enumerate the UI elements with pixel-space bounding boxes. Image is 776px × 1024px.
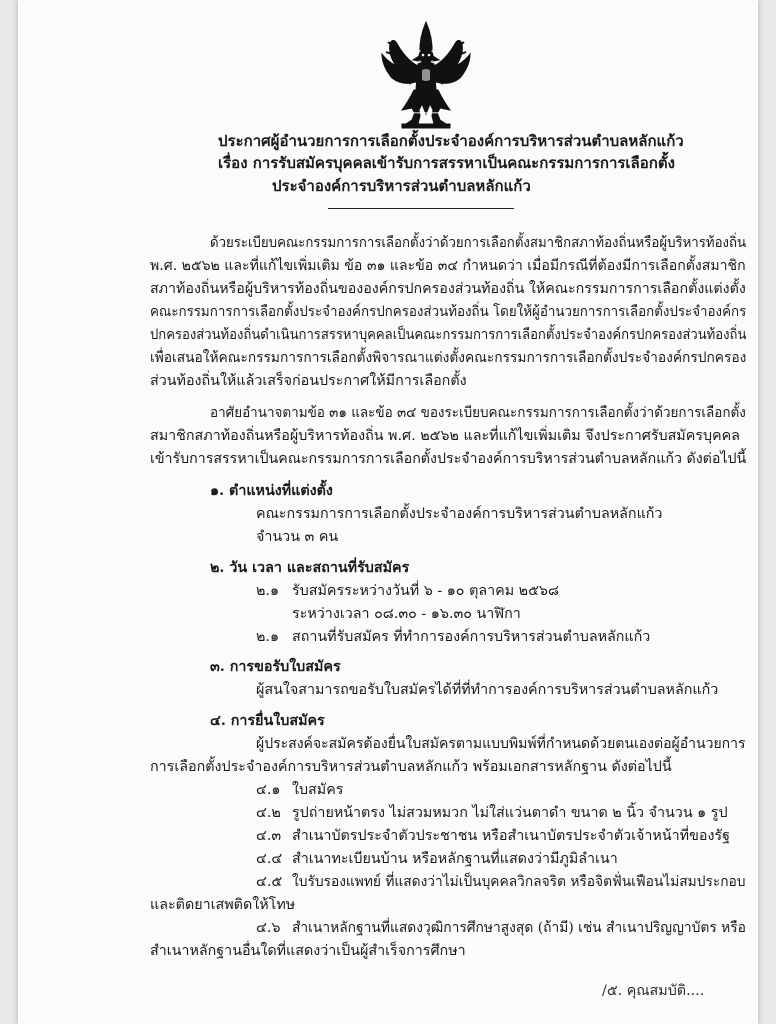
section-3-text: ผู้สนใจสามารถขอรับใบสมัครได้ที่ที่ทำการองค์การบริหารส่วนตำบลหลักแก้ว bbox=[256, 682, 719, 698]
requirement-num: ๔.๕ bbox=[256, 874, 283, 890]
requirement-text: รูปถ่ายหน้าตรง ไม่สวมหมวก ไม่ใส่แว่นตาดำ ขนาด ๒ นิ้ว จำนวน ๑ รูป bbox=[292, 805, 728, 821]
intro-line: ส่วนท้องถิ่นให้แล้วเสร็จก่อนประกาศให้มีการเลือกตั้ง bbox=[150, 373, 467, 389]
section-2-item-text: สถานที่รับสมัคร ที่ทำการองค์การบริหารส่วนตำบลหลักแก้ว bbox=[292, 629, 651, 645]
section-2-item-text: รับสมัครระหว่างวันที่ ๖ - ๑๐ ตุลาคม ๒๕๖๘ bbox=[292, 583, 560, 599]
section-4-line: การเลือกตั้งประจำองค์การบริหารส่วนตำบลหลักแก้ว พร้อมเอกสารหลักฐาน ดังต่อไปนี้ bbox=[150, 759, 672, 775]
announcement-subject-cont: ประจำองค์การบริหารส่วนตำบลหลักแก้ว bbox=[272, 177, 531, 195]
authority-line: เข้ารับการสรรหาเป็นคณะกรรมการการเลือกตั้งประจำองค์การบริหารส่วนตำบลหลักแก้ว ดังต่อไปนี้ bbox=[150, 451, 747, 467]
requirement-num: ๔.๑ bbox=[256, 782, 281, 798]
intro-line: ด้วยระเบียบคณะกรรมการการเลือกตั้งว่าด้วยการเลือกตั้งสมาชิกสภาท้องถิ่นหรือผู้บริหารท้องถิ่น bbox=[210, 235, 747, 251]
authority-line: อาศัยอำนาจตามข้อ ๓๑ และข้อ ๓๔ ของระเบียบคณะกรรมการการเลือกตั้งว่าด้วยการเลือกตั้ง bbox=[210, 405, 746, 421]
requirement-text: สำเนาทะเบียนบ้าน หรือหลักฐานที่แสดงว่ามีภูมิลำเนา bbox=[292, 851, 618, 867]
section-1-count: จำนวน ๓ คน bbox=[256, 529, 339, 545]
requirement-num: ๔.๓ bbox=[256, 828, 282, 844]
section-2-item-num: ๒.๑ bbox=[256, 629, 280, 645]
requirement-text-cont: สำเนาหลักฐานอื่นใดที่แสดงว่าเป็นผู้สำเร็จการศึกษา bbox=[150, 943, 466, 959]
requirement-text: สำเนาหลักฐานที่แสดงวุฒิการศึกษาสูงสุด (ถ้ามี) เช่น สำเนาปริญญาบัตร หรือ bbox=[292, 920, 746, 936]
announcement-subject: เรื่อง การรับสมัครบุคคลเข้ารับการสรรหาเป็นคณะกรรมการการเลือกตั้ง bbox=[218, 154, 675, 172]
requirement-text: ใบสมัคร bbox=[292, 782, 344, 798]
intro-line: ปกครองส่วนท้องถิ่นดำเนินการสรรหาบุคคลเป็นคณะกรรมการการเลือกตั้งประจำองค์กรปกครองส่วนท้องถิ่น bbox=[150, 327, 747, 343]
announcement-title: ประกาศผู้อำนวยการการเลือกตั้งประจำองค์การบริหารส่วนตำบลหลักแก้ว bbox=[218, 132, 684, 150]
requirement-text-cont: และติดยาเสพติดให้โทษ bbox=[150, 897, 296, 913]
section-4-title: ๔. การยื่นใบสมัคร bbox=[210, 713, 325, 729]
next-page-marker: /๕. คุณสมบัติ.... bbox=[602, 983, 705, 999]
requirement-text: ใบรับรองแพทย์ ที่แสดงว่าไม่เป็นบุคคลวิกลจริต หรือจิตฟั่นเฟือนไม่สมประกอบ bbox=[292, 874, 746, 890]
requirement-num: ๔.๖ bbox=[256, 920, 281, 936]
document-page bbox=[18, 0, 758, 1024]
section-2-item-num: ๒.๑ bbox=[256, 583, 280, 599]
garuda-emblem-icon bbox=[378, 20, 474, 132]
authority-line: สมาชิกสภาท้องถิ่นหรือผู้บริหารท้องถิ่น พ.ศ. ๒๕๖๒ และที่แก้ไขเพิ่มเติม จึงประกาศรับสมัครบุคคล bbox=[150, 428, 740, 444]
requirement-text: สำเนาบัตรประจำตัวประชาชน หรือสำเนาบัตรประจำตัวเจ้าหน้าที่ของรัฐ bbox=[292, 828, 730, 844]
section-3-title: ๓. การขอรับใบสมัคร bbox=[210, 659, 341, 675]
section-4-line: ผู้ประสงค์จะสมัครต้องยื่นใบสมัครตามแบบพิมพ์ที่กำหนดด้วยตนเองต่อผู้อำนวยการ bbox=[256, 736, 746, 752]
intro-line: พ.ศ. ๒๕๖๒ และที่แก้ไขเพิ่มเติม ข้อ ๓๑ และข้อ ๓๔ กำหนดว่า เมื่อมีกรณีที่ต้องมีการเลือกตั้งสมาชิก bbox=[150, 258, 746, 274]
section-2-item-time: ระหว่างเวลา ๐๘.๓๐ - ๑๖.๓๐ นาฬิกา bbox=[292, 606, 521, 622]
requirement-num: ๔.๔ bbox=[256, 851, 283, 867]
requirement-num: ๔.๒ bbox=[256, 805, 281, 821]
intro-line: คณะกรรมการการเลือกตั้งประจำองค์กรปกครองส่วนท้องถิ่น โดยให้ผู้อำนวยการการเลือกตั้งประจำองค์กร bbox=[150, 304, 747, 320]
section-2-title: ๒. วัน เวลา และสถานที่รับสมัคร bbox=[210, 560, 410, 576]
intro-line: สภาท้องถิ่นหรือผู้บริหารท้องถิ่นขององค์กรปกครองส่วนท้องถิ่น ให้คณะกรรมการการเลือกตั้งแต่งตั้ง bbox=[150, 281, 746, 297]
section-1-position: คณะกรรมการการเลือกตั้งประจำองค์การบริหารส่วนตำบลหลักแก้ว bbox=[256, 506, 663, 522]
header-divider bbox=[328, 208, 514, 209]
section-1-title: ๑. ตำแหน่งที่แต่งตั้ง bbox=[210, 483, 333, 499]
intro-line: เพื่อเสนอให้คณะกรรมการการเลือกตั้งพิจารณาแต่งตั้งคณะกรรมการการเลือกตั้งประจำองค์กรปกครอง bbox=[150, 350, 747, 366]
